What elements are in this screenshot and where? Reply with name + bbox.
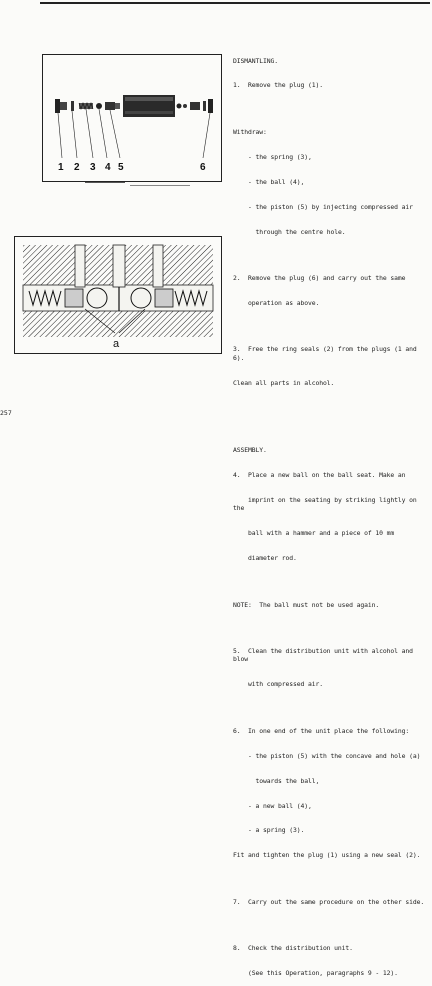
dismantling-line: through the centre hole.: [233, 227, 346, 236]
figure1-label-4: 4: [105, 162, 111, 173]
figure1-label-3: 3: [90, 162, 96, 173]
assembly-note: NOTE: The ball must not be used again.: [233, 600, 380, 609]
seal-2-part: [71, 101, 74, 111]
caption-rule: [130, 185, 190, 186]
dismantling-line: 1. Remove the plug (1).: [233, 81, 323, 90]
dismantling-heading: DISMANTLING.: [233, 56, 278, 65]
ball-4-part: [96, 103, 102, 109]
assembly-line: (See this Operation, paragraphs 9 - 12).: [233, 969, 398, 978]
figure1-label-1: 1: [58, 162, 64, 173]
dismantling-line: 3. Free the ring seals (2) from the plugs (1 and 6).: [233, 345, 421, 362]
assembly-line: 8. Check the distribution unit.: [233, 944, 353, 953]
figure1-label-2: 2: [74, 162, 80, 173]
distribution-body: [123, 95, 175, 117]
page-number: 257: [0, 409, 12, 417]
exploded-view-figure: [42, 54, 222, 182]
plug-6-part: [208, 99, 213, 113]
dismantling-line: - the ball (4),: [233, 177, 305, 186]
assembly-line: 7. Carry out the same procedure on the other side.: [233, 897, 425, 906]
dismantling-line: - the piston (5) by injecting compressed air: [233, 202, 413, 211]
figure1-label-5: 5: [118, 162, 124, 173]
assembly-line: - a spring (3).: [233, 826, 305, 835]
spring-3-part: [79, 103, 93, 109]
assembly-line: with compressed air.: [233, 680, 323, 689]
assembly-line: 4. Place a new ball on the ball seat. Make an: [233, 471, 406, 480]
assembly-line: imprint on the seating by striking lightly on the: [233, 496, 421, 513]
assembly-heading: ASSEMBLY.: [233, 446, 267, 455]
dismantling-line: operation as above.: [233, 298, 320, 307]
instructions-column: [233, 40, 429, 986]
dismantling-line: 2. Remove the plug (6) and carry out the same: [233, 274, 406, 283]
assembly-line: 5. Clean the distribution unit with alcohol and blow: [233, 647, 417, 664]
assembly-line: ball with a hammer and a piece of 10 mm: [233, 529, 395, 538]
figure2-label-a: a: [113, 338, 120, 350]
assembly-line: diameter rod.: [233, 554, 297, 563]
exploded-view-drawing: [43, 55, 221, 181]
assembly-line: towards the ball,: [233, 776, 320, 785]
dismantling-line: Clean all parts in alcohol.: [233, 378, 335, 387]
assembly-line: - the piston (5) with the concave and hole (a): [233, 751, 421, 760]
dismantling-line: - the spring (3),: [233, 152, 312, 161]
piston-5-part: [105, 102, 120, 110]
plug-1-part: [55, 99, 67, 113]
figure1-label-6: 6: [200, 162, 206, 173]
top-rule: [40, 2, 430, 4]
dismantling-line: Withdraw:: [233, 127, 267, 136]
assembly-line: 6. In one end of the unit place the following:: [233, 726, 410, 735]
cross-section-figure: [14, 236, 222, 354]
assembly-line: Fit and tighten the plug (1) using a new seal (2).: [233, 851, 421, 860]
assembly-line: - a new ball (4),: [233, 801, 312, 810]
caption-rule: [85, 182, 125, 183]
cross-section-drawing: [15, 237, 221, 353]
